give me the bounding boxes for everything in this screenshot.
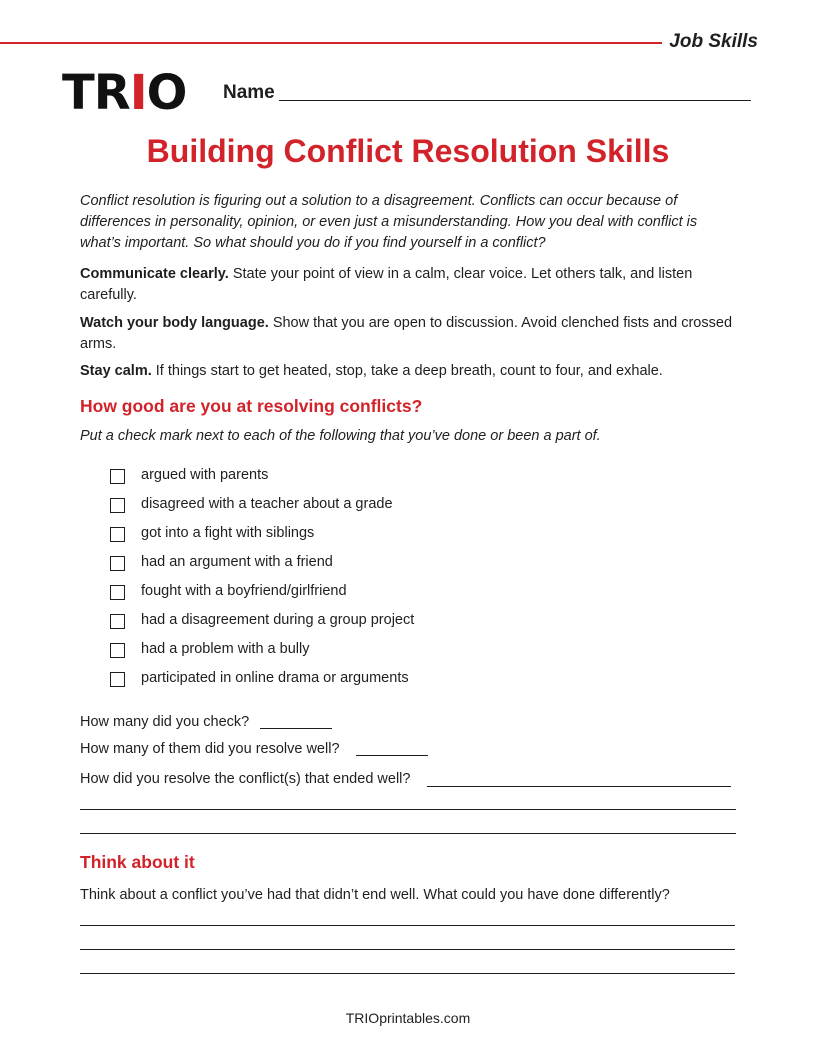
checklist-item: [110, 518, 414, 547]
checklist-item-label: argued with parents: [141, 466, 269, 483]
think-prompt: Think about a conflict you’ve had that didn’t end well. What could you have done differently?: [80, 887, 670, 903]
checkbox[interactable]: [110, 614, 125, 629]
tip-body-language: [80, 313, 740, 355]
think-heading: Think about it: [80, 852, 195, 872]
checklist-item: [110, 489, 414, 518]
tip-communicate: [80, 264, 740, 306]
checkbox[interactable]: [110, 469, 125, 484]
checkbox[interactable]: [110, 643, 125, 658]
checklist-item-label: participated in online drama or arguments: [141, 669, 409, 686]
answer-line[interactable]: [80, 973, 735, 974]
logo-text-prefix: TR: [62, 65, 130, 121]
tip-stay-calm: [80, 361, 740, 382]
answer-line[interactable]: [80, 833, 736, 834]
checklist-item: [110, 460, 414, 489]
conflict-checklist: [110, 460, 414, 692]
checklist-item-label: had a problem with a bully: [141, 640, 310, 657]
tip-text: Show that you are open to discussion. Avoid clenched fists and crossed arms.: [80, 315, 733, 352]
quiz-instructions: Put a check mark next to each of the following that you’ve done or been a part of.: [80, 428, 601, 444]
checklist-item-label: disagreed with a teacher about a grade: [141, 495, 393, 512]
checklist-item: [110, 634, 414, 663]
checklist-item: [110, 547, 414, 576]
header-rule: [0, 42, 662, 44]
tip-text: If things start to get heated, stop, take a deep breath, count to four, and exhale.: [151, 363, 663, 379]
answer-line[interactable]: [80, 809, 736, 810]
tip-text: State your point of view in a calm, clear voice. Let others talk, and listen carefully.: [80, 266, 693, 303]
question-how-many-resolved: How many of them did you resolve well?: [80, 741, 340, 757]
checklist-item-label: had a disagreement during a group project: [141, 611, 415, 628]
intro-paragraph: Conflict resolution is figuring out a solution to a disagreement. Conflicts can occur because of differences in personality, opinion, or even just a misunderstanding. How you deal with conflict is what’s important. So what should you do if you find yourself in a conflict?: [80, 193, 698, 251]
quiz-heading: How good are you at resolving conflicts?: [80, 396, 423, 416]
category-label: Job Skills: [669, 31, 758, 52]
tip-lead: Stay calm.: [80, 363, 152, 379]
answer-line[interactable]: [80, 949, 735, 950]
page-title: Building Conflict Resolution Skills: [146, 133, 670, 169]
logo-text-accent: I: [129, 65, 147, 121]
footer-website: TRIOprintables.com: [345, 1010, 471, 1026]
checkbox[interactable]: [110, 527, 125, 542]
answer-blank-how-resolved[interactable]: [427, 786, 731, 787]
checklist-item-label: got into a fight with siblings: [141, 524, 315, 541]
checkbox[interactable]: [110, 672, 125, 687]
name-field[interactable]: [279, 100, 751, 101]
checkbox[interactable]: [110, 585, 125, 600]
question-how-many-checked: How many did you check?: [80, 714, 250, 730]
checklist-item-label: fought with a boyfriend/girlfriend: [141, 582, 347, 599]
answer-blank-checked-count[interactable]: [260, 728, 332, 729]
answer-line[interactable]: [80, 925, 735, 926]
trio-logo: [62, 67, 186, 119]
tip-lead: Watch your body language.: [80, 315, 269, 331]
checkbox[interactable]: [110, 556, 125, 571]
checklist-item: [110, 663, 414, 692]
answer-blank-resolved-count[interactable]: [356, 755, 428, 756]
logo-text-suffix: O: [146, 65, 187, 121]
checklist-item-label: had an argument with a friend: [141, 553, 333, 570]
name-label: Name: [223, 82, 275, 103]
checklist-item: [110, 576, 414, 605]
question-how-resolved: How did you resolve the conflict(s) that ended well?: [80, 771, 411, 787]
checkbox[interactable]: [110, 498, 125, 513]
tip-lead: Communicate clearly.: [80, 266, 229, 282]
checklist-item: [110, 605, 414, 634]
